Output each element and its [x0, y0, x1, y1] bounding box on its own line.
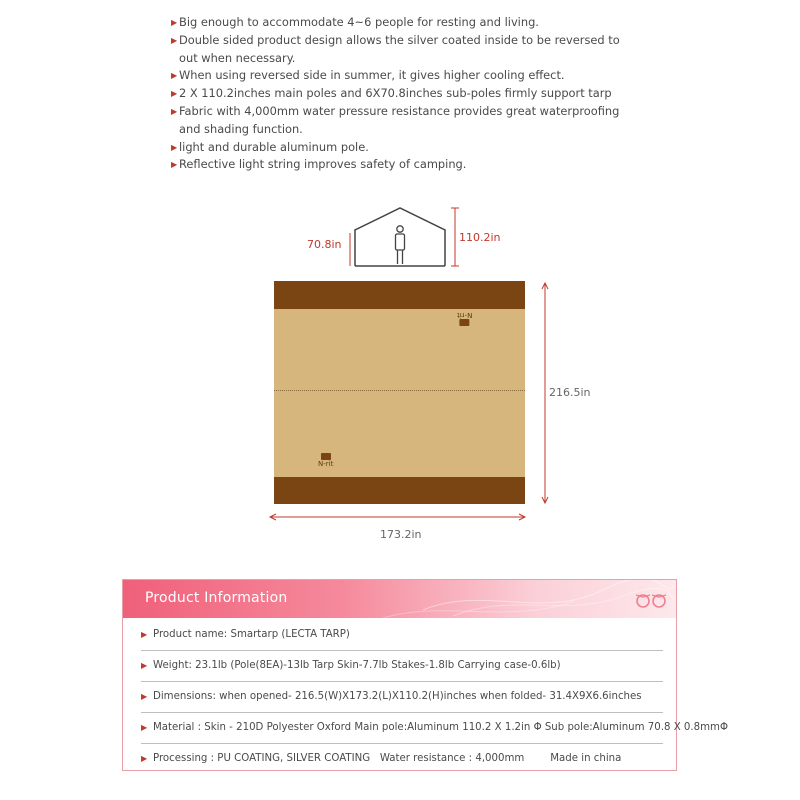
tarp-edge-band-bottom — [274, 477, 525, 504]
peak-height-label: 110.2in — [459, 231, 501, 244]
bullet-arrow-icon: ▶ — [141, 630, 148, 639]
info-row-dimensions: ▶ Dimensions: when opened- 216.5(W)X173.2(L)X110.2(H)inches when folded- 31.4X9X6.6inches — [141, 682, 663, 713]
feature-item: ▶ Reflective light string improves safety of camping. — [171, 156, 641, 174]
product-info-title: Product Information — [145, 590, 288, 606]
info-row-product-name: ▶ Product name: Smartarp (LECTA TARP) — [141, 620, 663, 651]
logo-mark-icon — [321, 453, 331, 460]
brand-logo-icon: N-rit — [457, 311, 472, 326]
info-row-material: ▶ Material : Skin - 210D Polyester Oxford Main pole:Aluminum 110.2 X 1.2in Φ Sub pole:Aluminum 70.8 X 0.8mmΦ — [141, 713, 663, 744]
feature-item: ▶ light and durable aluminum pole. — [171, 139, 641, 157]
side-height-label: 70.8in — [307, 238, 342, 251]
info-row-weight: ▶ Weight: 23.1lb (Pole(8EA)-13lb Tarp Skin-7.7lb Stakes-1.8lb Carrying case-0.6lb) — [141, 651, 663, 682]
feature-item: ▶ Double sided product design allows the silver coated inside to be reversed to out when necessary. — [171, 32, 620, 65]
product-info-panel — [122, 579, 728, 771]
info-row-processing: ▶ Processing : PU COATING, SILVER COATING Water resistance : 4,000mm Made in china — [141, 744, 663, 774]
feature-item: ▶ 2 X 110.2inches main poles and 6X70.8inches sub-poles firmly support tarp — [171, 85, 641, 103]
bullet-arrow-icon: ▶ — [171, 106, 178, 116]
bullet-arrow-icon: ▶ — [141, 754, 148, 763]
feature-item: ▶ Big enough to accommodate 4~6 people for resting and living. — [171, 14, 641, 32]
brand-logo-icon: N-rit — [318, 453, 333, 468]
bullet-arrow-icon: ▶ — [141, 661, 148, 670]
bullet-arrow-icon: ▶ — [171, 142, 178, 152]
product-info-rows — [141, 620, 728, 774]
bullet-arrow-icon: ▶ — [171, 71, 178, 81]
length-label: 216.5in — [549, 386, 591, 399]
logo-mark-icon — [460, 319, 470, 326]
width-label: 173.2in — [380, 528, 422, 541]
bullet-arrow-icon: ▶ — [171, 18, 178, 27]
bullet-arrow-icon: ▶ — [171, 160, 178, 170]
bullet-arrow-icon: ▶ — [171, 89, 178, 99]
bullet-arrow-icon: ▶ — [141, 723, 148, 732]
tent-outline-icon — [355, 208, 445, 266]
bullet-arrow-icon: ▶ — [141, 692, 148, 701]
owl-logo-icon — [634, 592, 668, 608]
product-info-header — [123, 580, 676, 618]
feature-item: ▶ When using reversed side in summer, it gives higher cooling effect. — [171, 67, 641, 85]
person-icon — [396, 226, 405, 264]
bullet-arrow-icon: ▶ — [171, 35, 178, 45]
tarp-fold-line — [274, 390, 525, 391]
tarp-top-view — [274, 281, 525, 504]
tarp-edge-band-top — [274, 281, 525, 309]
feature-item: ▶ Fabric with 4,000mm water pressure resistance provides great waterproofing and shading function. — [171, 103, 620, 136]
